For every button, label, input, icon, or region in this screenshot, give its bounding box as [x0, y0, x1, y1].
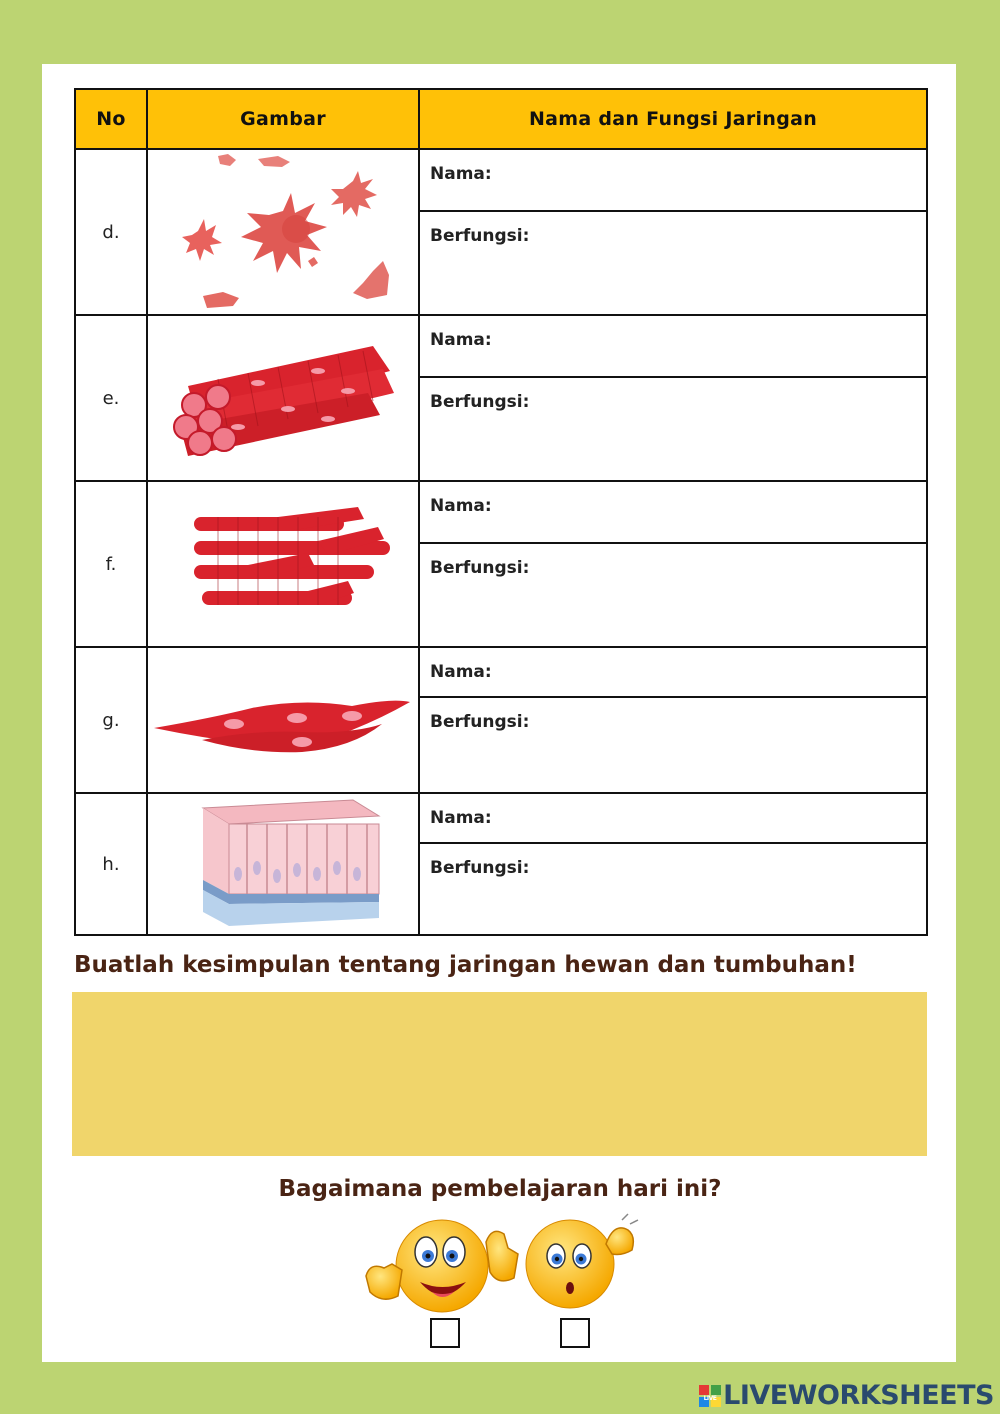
header-gambar: Gambar	[147, 89, 419, 149]
row-number: e.	[75, 315, 147, 481]
row-number: h.	[75, 793, 147, 935]
function-field[interactable]: Berfungsi:	[419, 543, 927, 647]
happy-thumbs-up-emoji-icon	[362, 1212, 522, 1316]
conclusion-title: Buatlah kesimpulan tentang jaringan hewan dan tumbuhan!	[74, 952, 857, 978]
table-header-row	[75, 89, 927, 149]
name-field[interactable]: Nama:	[419, 647, 927, 697]
table-row	[75, 149, 927, 211]
name-field[interactable]: Nama:	[419, 315, 927, 377]
skeletal-muscle-bundle-image	[147, 315, 419, 481]
feedback-question: Bagaimana pembelajaran hari ini?	[278, 1176, 722, 1202]
table-row	[75, 793, 927, 843]
name-field[interactable]: Nama:	[419, 793, 927, 843]
brand-name: LIVEWORKSHEETS	[723, 1380, 994, 1411]
liveworksheets-brand	[699, 1380, 994, 1411]
header-no: No	[75, 89, 147, 149]
conclusion-answer-box[interactable]	[72, 992, 927, 1156]
table-row	[75, 315, 927, 377]
name-field[interactable]: Nama:	[419, 481, 927, 543]
row-number: g.	[75, 647, 147, 793]
function-field[interactable]: Berfungsi:	[419, 697, 927, 793]
row-number: d.	[75, 149, 147, 315]
table-row	[75, 647, 927, 697]
tissue-table	[74, 88, 928, 936]
liveworksheets-logo-text: LIVE	[703, 1395, 717, 1402]
row-number: f.	[75, 481, 147, 647]
platelet-cells-image	[147, 149, 419, 315]
name-field[interactable]: Nama:	[419, 149, 927, 211]
smooth-muscle-cells-image	[147, 647, 419, 793]
happy-option-checkbox[interactable]	[430, 1318, 460, 1348]
header-nama-fungsi: Nama dan Fungsi Jaringan	[419, 89, 927, 149]
table-row	[75, 481, 927, 543]
cardiac-muscle-fibers-image	[147, 481, 419, 647]
columnar-epithelium-image	[147, 793, 419, 935]
function-field[interactable]: Berfungsi:	[419, 211, 927, 315]
confused-emoji-icon	[524, 1212, 640, 1312]
confused-option-checkbox[interactable]	[560, 1318, 590, 1348]
liveworksheets-logo-icon	[699, 1385, 721, 1407]
function-field[interactable]: Berfungsi:	[419, 377, 927, 481]
function-field[interactable]: Berfungsi:	[419, 843, 927, 935]
